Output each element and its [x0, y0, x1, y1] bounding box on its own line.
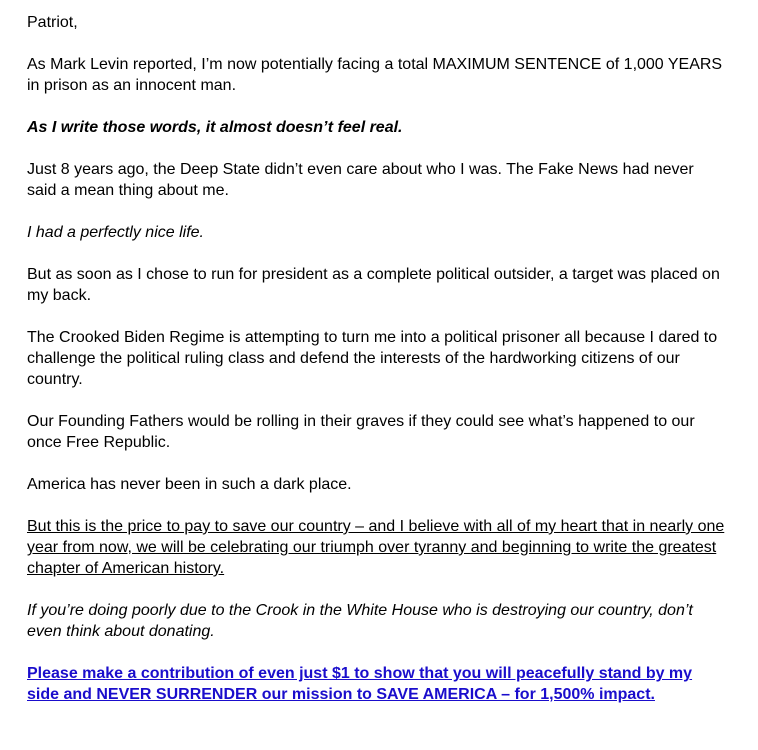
paragraph-deep-state: Just 8 years ago, the Deep State didn’t even care about who I was. The Fake News had never said a mean thing about me. — [27, 161, 694, 199]
paragraph-target: But as soon as I chose to run for president as a complete political outsider, a target was placed on my back. — [27, 266, 720, 304]
paragraph-regime: The Crooked Biden Regime is attempting to turn me into a political prisoner all because I dared to challenge the political ruling class and defend the interests of the hardworking citizens of our country. — [27, 329, 718, 388]
paragraph-nice-life: I had a perfectly nice life. — [27, 224, 204, 241]
paragraph-sentence: As Mark Levin reported, I’m now potentially facing a total MAXIMUM SENTENCE of 1,000 YEARS in prison as an innocent man. — [27, 56, 723, 94]
paragraph-founding-fathers: Our Founding Fathers would be rolling in their graves if they could see what’s happened to our once Free Republic. — [27, 413, 695, 451]
paragraph-dark-place: America has never been in such a dark place. — [27, 476, 352, 493]
email-body — [27, 12, 727, 705]
greeting: Patriot, — [27, 14, 78, 31]
paragraph-disclaimer: If you’re doing poorly due to the Crook in the White House who is destroying our country, don’t even think about donating. — [27, 602, 693, 640]
contribution-link[interactable]: Please make a contribution of even just $1 to show that you will peacefully stand by my side and NEVER SURRENDER our mission to SAVE AMERICA – for 1,500% impact. — [27, 665, 693, 703]
paragraph-emphasis: As I write those words, it almost doesn’t feel real. — [27, 119, 403, 136]
paragraph-price: But this is the price to pay to save our country – and I believe with all of my heart that in nearly one year from now, we will be celebrating our triumph over tyranny and beginning to write the greatest chapter of American history. — [27, 518, 725, 577]
